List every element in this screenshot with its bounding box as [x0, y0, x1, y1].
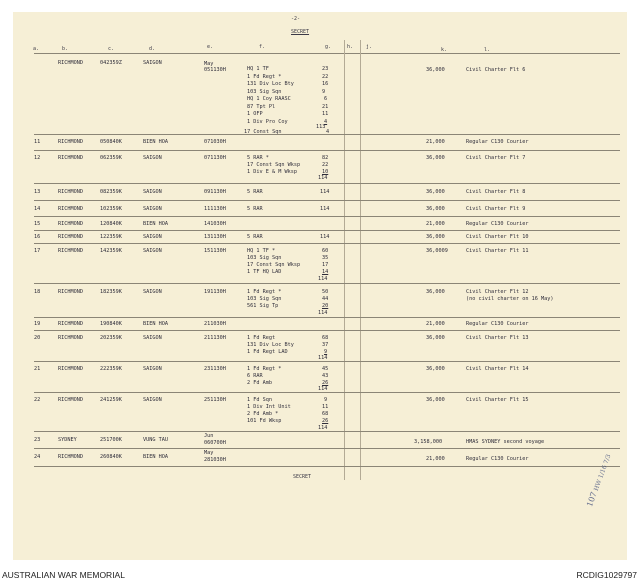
strength: 43 [322, 373, 329, 379]
strength: 9 [322, 88, 326, 95]
cost: 36,000 [426, 155, 445, 161]
unit: 131 Div Loc Bty [247, 81, 294, 87]
origin: RICHMOND [58, 60, 83, 66]
strength: 16 [322, 81, 329, 87]
serial: 16 [34, 234, 41, 240]
cost: 3,158,000 [414, 439, 443, 445]
unit: 103 Sig Sqn [247, 88, 282, 95]
col-header-j: j. [366, 44, 373, 50]
destination: BIEN HOA [143, 139, 168, 145]
cost: 36,0009 [426, 248, 448, 254]
strength: 4 [326, 129, 330, 135]
col-header-l: l. [484, 47, 491, 53]
cost: 21,000 [426, 321, 445, 327]
cost: 36,000 [426, 335, 445, 341]
strength-total: 114 [318, 425, 328, 431]
column-divider-h [344, 40, 345, 480]
strength: 37 [322, 342, 329, 348]
destination: BIEN HOA [143, 454, 168, 460]
departure-time: 182359K [100, 289, 122, 295]
unit: 2 Fd Amb * [247, 411, 279, 417]
footer-id: RCDIG1029797 [576, 570, 637, 580]
origin: RICHMOND [58, 155, 83, 161]
strength: 9 [324, 349, 328, 355]
departure-time: 241259K [100, 397, 122, 403]
strength: 11 [322, 111, 329, 117]
origin: RICHMOND [58, 189, 83, 195]
col-header-h: h. [347, 44, 354, 50]
strength: 4 [324, 118, 328, 125]
col-header-e: e. [207, 44, 214, 50]
unit: 1 Div Pro Coy [247, 118, 288, 125]
unit: 1 TF HQ LAD [247, 269, 282, 275]
row-rule [34, 216, 620, 217]
origin: RICHMOND [58, 221, 83, 227]
strength: 114 [320, 234, 330, 240]
arrival-time: 281030H [204, 457, 226, 463]
unit: 5 RAR [247, 234, 263, 240]
serial: 18 [34, 289, 41, 295]
destination: SAIGON [143, 335, 162, 341]
remarks: Civil Charter Flt 10 [466, 234, 529, 240]
destination: SAIGON [143, 189, 162, 195]
strength: 82 [322, 155, 329, 161]
departure-time: 260840K [100, 454, 122, 460]
row-rule [34, 150, 620, 151]
unit: 17 Const Sqn [244, 129, 282, 135]
unit: 2 Fd Amb [247, 380, 272, 386]
strength: 21 [322, 103, 329, 110]
arrival-time: 111130H [204, 206, 226, 212]
arrival-time: 091130H [204, 189, 226, 195]
origin: RICHMOND [58, 234, 83, 240]
destination: SAIGON [143, 155, 162, 161]
remarks: Regular C130 Courier [466, 456, 529, 462]
row-rule [34, 361, 620, 362]
arrival-time: 131130H [204, 234, 226, 240]
arrival-month: Jun [204, 433, 214, 439]
row-rule [34, 392, 620, 393]
unit: 87 Tpt Pl [247, 103, 276, 110]
destination: SAIGON [143, 289, 162, 295]
origin: RICHMOND [58, 321, 83, 327]
remarks: Civil Charter Flt 7 [466, 155, 526, 161]
unit: 5 RAR [247, 206, 263, 212]
origin: RICHMOND [58, 366, 83, 372]
strength: 35 [322, 255, 329, 261]
destination: SAIGON [143, 248, 162, 254]
departure-time: 222359K [100, 366, 122, 372]
destination: BIEN HOA [143, 321, 168, 327]
strength: 6 [324, 96, 328, 102]
arrival-month: May [204, 450, 214, 456]
strength: 14 [322, 269, 329, 275]
destination: SAIGON [143, 234, 162, 240]
unit: 1 Fd Regt [247, 335, 276, 341]
destination: SAIGON [143, 206, 162, 212]
col-header-b: b. [62, 46, 69, 52]
col-header-a: a. [33, 46, 40, 52]
cost: 21,000 [426, 139, 445, 145]
remarks: Regular C130 Courier [466, 321, 529, 327]
departure-time: 122359K [100, 234, 122, 240]
arrival-time: 141030H [204, 221, 226, 227]
unit: 5 RAR [247, 189, 263, 195]
destination: BIEN HOA [143, 221, 168, 227]
strength-total: 114 [318, 276, 328, 282]
header-rule [34, 53, 620, 54]
serial: 11 [34, 139, 41, 145]
origin: RICHMOND [58, 289, 83, 295]
serial: 13 [34, 189, 41, 195]
document-page [13, 12, 627, 560]
cost: 36,000 [426, 366, 445, 372]
destination: SAIGON [143, 397, 162, 403]
row-rule [34, 243, 620, 244]
origin: RICHMOND [58, 335, 83, 341]
strength: 26 [322, 418, 329, 424]
classification-bottom: SECRET [293, 474, 312, 480]
arrival-time: 071130H [204, 155, 226, 161]
row-rule [34, 466, 620, 467]
arrival-time: 211130H [204, 335, 226, 341]
unit: 103 Sig Sqn [247, 296, 282, 302]
serial: 22 [34, 397, 41, 403]
strength: 10 [322, 169, 329, 175]
row-rule [34, 230, 620, 231]
cost: 36,000 [426, 67, 445, 73]
remarks: Civil Charter Flt 9 [466, 206, 526, 212]
origin: RICHMOND [58, 248, 83, 254]
unit: HQ 1 Coy RAASC [247, 96, 291, 102]
arrival-time: 211030H [204, 321, 226, 327]
serial: 23 [34, 437, 41, 443]
page-number: -2- [291, 16, 301, 22]
remarks: Civil Charter Flt 8 [466, 189, 526, 195]
destination: VUNG TAU [143, 437, 168, 443]
strength: 26 [322, 380, 329, 386]
serial: 14 [34, 206, 41, 212]
strength: 45 [322, 366, 329, 372]
serial: 19 [34, 321, 41, 327]
serial: 15 [34, 221, 41, 227]
unit: 5 RAR * [247, 155, 269, 161]
arrival-time: 231130H [204, 366, 226, 372]
cost: 36,000 [426, 206, 445, 212]
strength-total: 113 [316, 124, 326, 130]
departure-time: 042359Z [100, 60, 122, 66]
departure-time: 190840K [100, 321, 122, 327]
strength: 11 [322, 404, 329, 410]
col-header-g: g. [325, 44, 332, 50]
arrival-time: 071030H [204, 139, 226, 145]
serial: 24 [34, 454, 41, 460]
col-header-k: k. [441, 47, 448, 53]
cost: 21,000 [426, 221, 445, 227]
cost: 21,000 [426, 456, 445, 462]
unit: 1 Div Int Unit [247, 404, 291, 410]
strength: 23 [322, 66, 329, 72]
margin-note-line: HW 1/16 7/3 [592, 453, 613, 492]
cost: 36,000 [426, 234, 445, 240]
row-rule [34, 330, 620, 331]
unit: 1 Fd Regt * [247, 289, 282, 295]
remarks: Regular C130 Courier [466, 139, 529, 145]
unit: 1 Fd Regt * [247, 366, 282, 372]
origin: RICHMOND [58, 206, 83, 212]
strength: 68 [322, 335, 329, 341]
departure-time: 082359K [100, 189, 122, 195]
destination: SAIGON [143, 60, 162, 66]
row-rule [34, 448, 620, 449]
margin-note-line: 107 [585, 490, 599, 509]
strength: 114 [320, 189, 330, 195]
strength-total: 114 [318, 386, 328, 392]
strength: 44 [322, 296, 329, 302]
serial: 21 [34, 366, 41, 372]
origin: RICHMOND [58, 454, 83, 460]
col-header-f: f. [259, 44, 266, 50]
departure-time: 142359K [100, 248, 122, 254]
origin: SYDNEY [58, 437, 77, 443]
departure-time: 102359K [100, 206, 122, 212]
strength: 68 [322, 411, 329, 417]
serial: 12 [34, 155, 41, 161]
unit: 101 Fd Wksp [247, 418, 282, 424]
arrival-time: 051130H [204, 67, 226, 73]
cost: 36,000 [426, 397, 445, 403]
remarks: HMAS SYDNEY second voyage [466, 439, 545, 445]
arrival-time: 191130H [204, 289, 226, 295]
row-rule [34, 317, 620, 318]
unit: 561 Sig Tp [247, 303, 279, 309]
origin: RICHMOND [58, 397, 83, 403]
strength: 50 [322, 289, 329, 295]
unit: 1 Fd Regt LAD [247, 349, 288, 355]
cost: 36,000 [426, 289, 445, 295]
arrival-time: 251130H [204, 397, 226, 403]
unit: 17 Const Sqn Wksp [247, 162, 301, 168]
unit: 1 OFP [247, 111, 263, 117]
remarks: Civil Charter Flt 11 [466, 248, 529, 254]
strength: 22 [322, 162, 329, 168]
unit: 17 Const Sqn Wksp [247, 262, 301, 268]
departure-time: 050840K [100, 139, 122, 145]
column-divider-j [360, 40, 361, 480]
origin: RICHMOND [58, 139, 83, 145]
departure-time: 062359K [100, 155, 122, 161]
strength: 17 [322, 262, 329, 268]
cost: 36,000 [426, 189, 445, 195]
unit: HQ 1 TF * [247, 248, 276, 254]
remarks: Civil Charter Flt 13 [466, 335, 529, 341]
row-rule [34, 200, 620, 201]
strength: 20 [322, 303, 329, 309]
remarks-note: (no civil charter on 16 May) [466, 296, 554, 302]
unit: 1 Div E & M Wksp [247, 169, 297, 175]
serial: 20 [34, 335, 41, 341]
remarks: Civil Charter Flt 15 [466, 397, 529, 403]
unit: 6 RAR [247, 373, 263, 379]
serial: 17 [34, 248, 41, 254]
unit: HQ 1 TF [247, 66, 269, 72]
strength: 22 [322, 73, 329, 80]
strength: 9 [324, 397, 328, 403]
unit: 1 Fd Regt * [247, 73, 282, 80]
classification-top: SECRET [291, 29, 310, 35]
arrival-time: 060700H [204, 440, 226, 446]
departure-time: 120840K [100, 221, 122, 227]
col-header-d: d. [149, 46, 156, 52]
row-rule [34, 431, 620, 432]
remarks: Regular C130 Courier [466, 221, 529, 227]
departure-time: 202359K [100, 335, 122, 341]
arrival-time: 151130H [204, 248, 226, 254]
strength: 60 [322, 248, 329, 254]
arrival-month: May [204, 61, 214, 67]
unit: 131 Div Loc Bty [247, 342, 294, 348]
unit: 103 Sig Sqn [247, 255, 282, 261]
row-rule [34, 183, 620, 184]
destination: SAIGON [143, 366, 162, 372]
departure-time: 251700K [100, 437, 122, 443]
strength-total: 114 [318, 310, 328, 316]
col-header-c: c. [108, 46, 115, 52]
strength-total: 114 [318, 355, 328, 361]
strength-total: 114 [318, 175, 328, 181]
unit: 1 Fd Sqn [247, 397, 272, 403]
remarks: Civil Charter Flt 6 [466, 67, 526, 73]
remarks: Civil Charter Flt 12 [466, 289, 529, 295]
remarks: Civil Charter Flt 14 [466, 366, 529, 372]
row-rule [34, 283, 620, 284]
footer-source: AUSTRALIAN WAR MEMORIAL [2, 570, 125, 580]
strength: 114 [320, 206, 330, 212]
